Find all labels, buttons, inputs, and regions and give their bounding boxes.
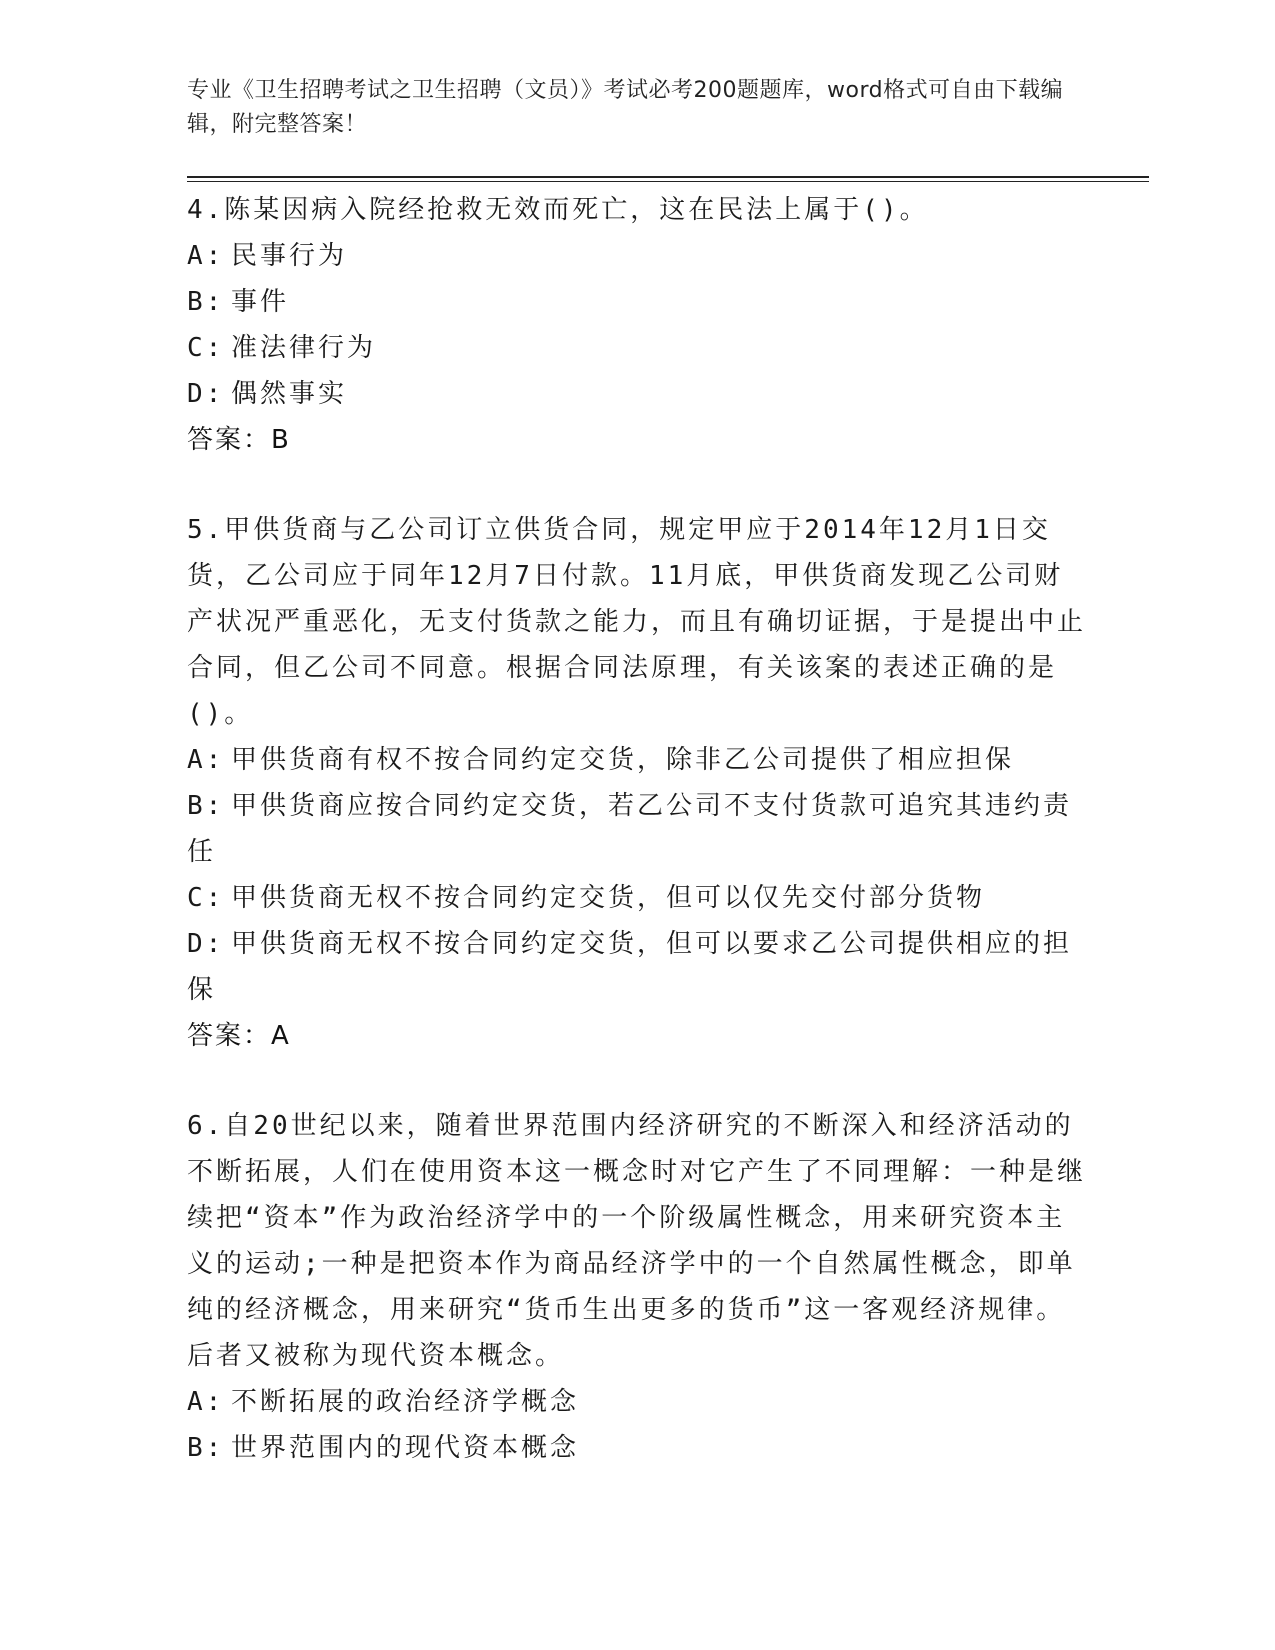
option-text: 不断拓展的政治经济学概念 xyxy=(231,1387,580,1417)
option-key: B: xyxy=(187,287,225,317)
option-d xyxy=(187,371,1087,417)
option-key: A: xyxy=(187,241,225,271)
answer-line: 答案：A xyxy=(187,1021,291,1051)
option-a xyxy=(187,737,1087,783)
option-key: A: xyxy=(187,745,225,775)
option-key: C: xyxy=(187,883,225,913)
option-a xyxy=(187,1379,1087,1425)
option-text: 世界范围内的现代资本概念 xyxy=(231,1433,580,1463)
question-6 xyxy=(187,1103,1087,1471)
option-key: A: xyxy=(187,1387,225,1417)
option-text: 准法律行为 xyxy=(231,333,377,363)
option-key: B: xyxy=(187,791,225,821)
question-stem: 6.自20世纪以来，随着世界范围内经济研究的不断深入和经济活动的不断拓展，人们在使用资本这一概念时对它产生了不同理解：一种是继续把“资本”作为政治经济学中的一个阶级属性概念，用来研究资本主义的运动;一种是把资本作为商品经济学中的一个自然属性概念，即单纯的经济概念，用来研究“货币生出更多的货币”这一客观经济规律。后者又被称为现代资本概念。 xyxy=(187,1111,1087,1371)
header-divider-thick xyxy=(187,176,1149,178)
option-text: 甲供货商应按合同约定交货，若乙公司不支付货款可追究其违约责任 xyxy=(187,791,1073,867)
question-stem: 5.甲供货商与乙公司订立供货合同，规定甲应于2014年12月1日交货，乙公司应于同年12月7日付款。11月底，甲供货商发现乙公司财产状况严重恶化，无支付货款之能力，而且有确切证据，于是提出中止合同，但乙公司不同意。根据合同法原理，有关该案的表述正确的是()。 xyxy=(187,515,1087,729)
option-text: 偶然事实 xyxy=(231,379,348,409)
option-key: D: xyxy=(187,929,225,959)
option-text: 事件 xyxy=(231,287,290,317)
question-spacer xyxy=(187,463,1087,507)
question-5 xyxy=(187,507,1087,1059)
question-stem: 4.陈某因病入院经抢救无效而死亡，这在民法上属于()。 xyxy=(187,195,929,225)
option-b xyxy=(187,1425,1087,1471)
option-b xyxy=(187,279,1087,325)
option-key: B: xyxy=(187,1433,225,1463)
option-b xyxy=(187,783,1087,875)
answer-line: 答案：B xyxy=(187,425,291,455)
document-header xyxy=(187,74,1067,142)
option-text: 民事行为 xyxy=(231,241,348,271)
header-intro-text: 专业《卫生招聘考试之卫生招聘（文员）》考试必考200题题库，word格式可自由下载编辑，附完整答案！ xyxy=(187,78,1064,137)
question-4 xyxy=(187,187,1087,463)
option-text: 甲供货商无权不按合同约定交货，但可以要求乙公司提供相应的担保 xyxy=(187,929,1073,1005)
option-c xyxy=(187,875,1087,921)
option-text: 甲供货商无权不按合同约定交货，但可以仅先交付部分货物 xyxy=(231,883,986,913)
option-d xyxy=(187,921,1087,1013)
option-key: D: xyxy=(187,379,225,409)
header-divider-thin xyxy=(187,181,1149,182)
option-a xyxy=(187,233,1087,279)
question-list xyxy=(187,187,1087,1471)
question-spacer xyxy=(187,1059,1087,1103)
option-c xyxy=(187,325,1087,371)
option-key: C: xyxy=(187,333,225,363)
option-text: 甲供货商有权不按合同约定交货，除非乙公司提供了相应担保 xyxy=(231,745,1015,775)
